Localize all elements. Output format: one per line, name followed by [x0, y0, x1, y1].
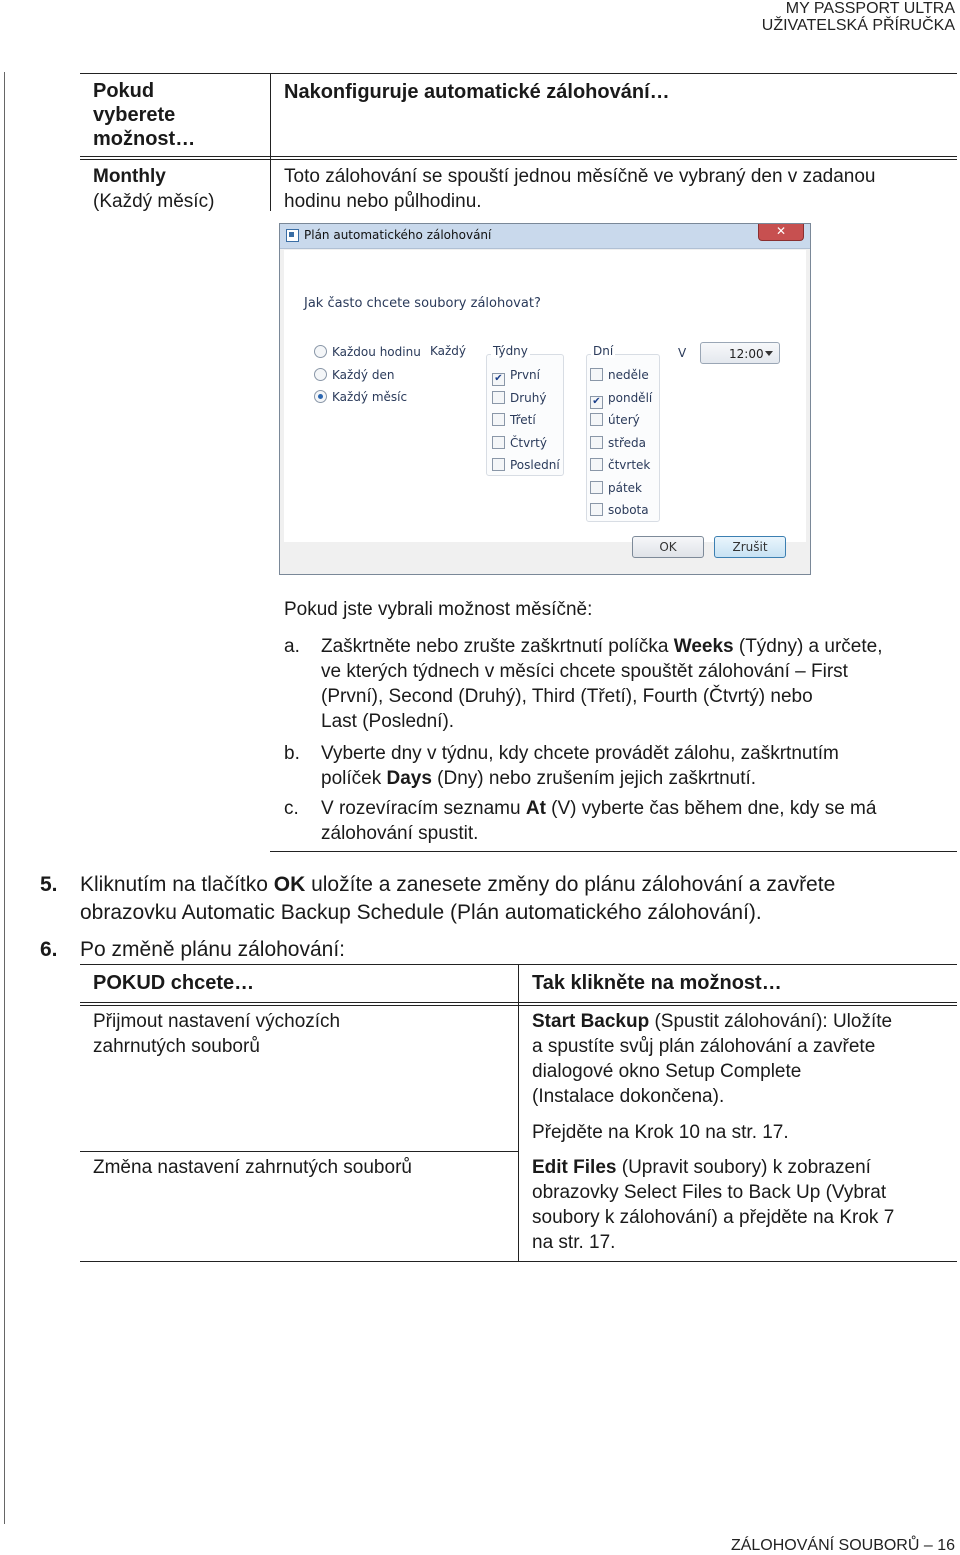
dialog-title: Plán automatického zálohování — [304, 228, 492, 242]
table2-row1-left: Přijmout nastavení výchozích zahrnutých souborů — [93, 1011, 341, 1057]
table2-row2-left: Změna nastavení zahrnutých souborů — [93, 1157, 412, 1178]
checkbox-icon — [590, 481, 603, 494]
running-header — [762, 0, 955, 34]
cancel-button[interactable]: Zrušit — [714, 536, 786, 558]
radio-icon — [314, 368, 327, 381]
step-6: 6. Po změně plánu zálohování: — [40, 938, 346, 961]
day-checkbox[interactable]: pátek — [590, 481, 642, 495]
day-checkbox[interactable]: ✔ pondělí — [590, 391, 652, 409]
days-label: Dní — [593, 344, 614, 358]
day-checkbox[interactable]: úterý — [590, 413, 640, 427]
table2-col2-header: Tak klikněte na možnost… — [532, 972, 782, 994]
table1-col2-header: Nakonfiguruje automatické zálohování… — [284, 81, 670, 103]
app-icon — [286, 229, 299, 242]
week-checkbox[interactable]: Poslední — [492, 458, 560, 472]
chevron-down-icon — [765, 351, 773, 356]
checkbox-icon — [590, 436, 603, 449]
week-checkbox[interactable]: Třetí — [492, 413, 536, 427]
table2-bottom-rule — [80, 1261, 957, 1262]
header-product: MY PASSPORT ULTRA — [785, 0, 955, 17]
weeks-label: Týdny — [493, 344, 528, 358]
checkbox-icon — [492, 413, 505, 426]
header-manual: UŽIVATELSKÁ PŘÍRUČKA — [761, 17, 955, 34]
table1-bottom-rule — [270, 851, 957, 852]
table2-row2-right: Edit Files (Upravit soubory) k zobrazení obrazovky Select Files to Back Up (Vybrat soubory k zálohování) a přejděte na Krok 7 na str. 17. — [532, 1157, 895, 1253]
table2-header-rule — [80, 1002, 957, 1003]
table1-col1-header: Pokud vyberete možnost… — [93, 80, 196, 150]
day-checkbox[interactable]: sobota — [590, 503, 649, 517]
checkbox-icon — [590, 368, 603, 381]
table2-header-rule-2 — [80, 1005, 957, 1006]
table1-top-rule — [80, 73, 957, 74]
every-label: Každý — [430, 344, 467, 358]
at-label: V — [678, 346, 687, 360]
checkbox-icon — [590, 458, 603, 471]
table1-option: Monthly (Každý měsíc) — [93, 166, 215, 212]
table1-description: Toto zálohování se spouští jednou měsíčně ve vybraný den v zadanou hodinu nebo půlhodinu. — [284, 166, 876, 212]
table2-column-divider — [518, 964, 519, 1262]
day-checkbox[interactable]: čtvrtek — [590, 458, 650, 472]
week-checkbox[interactable]: Druhý — [492, 391, 547, 405]
schedule-dialog — [279, 223, 811, 575]
table1-column-divider — [270, 73, 271, 211]
day-checkbox[interactable]: středa — [590, 436, 646, 450]
monthly-intro: Pokud jste vybrali možnost měsíčně: — [284, 599, 593, 620]
table1-header-rule — [80, 156, 957, 157]
dialog-body — [284, 250, 806, 572]
left-margin-rule — [4, 72, 5, 1524]
list-item-b: b. Vyberte dny v týdnu, kdy chcete provádět zálohu, zaškrtnutím políček Days (Dny) nebo zrušením jejich zaškrtnutí. — [284, 743, 839, 789]
list-item-c: c. V rozevíracím seznamu At (V) vyberte čas během dne, kdy se má zálohování spustit. — [284, 798, 877, 844]
week-checkbox[interactable]: ✔ První — [492, 368, 540, 386]
close-icon[interactable]: ✕ — [758, 224, 804, 241]
radio-daily[interactable]: Každý den — [314, 368, 394, 382]
checkbox-icon — [590, 413, 603, 426]
table2-row1-right: Start Backup (Spustit zálohování): Uložíte a spustíte svůj plán zálohování a zavřete dialogové okno Setup Complete (Instalace dokončena). Přejděte na Krok 10 na str. 17. — [532, 1011, 893, 1143]
radio-hourly[interactable]: Každou hodinu — [314, 345, 421, 359]
checkbox-icon — [492, 391, 505, 404]
checkbox-checked-icon: ✔ — [590, 396, 603, 409]
table2-row-rule — [80, 1151, 518, 1152]
ok-button[interactable]: OK — [632, 536, 704, 558]
step-5: 5. Kliknutím na tlačítko OK uložíte a zanesete změny do plánu zálohování a zavřete obrazovku Automatic Backup Schedule (Plán automatického zálohování). — [40, 873, 836, 924]
table1-header-rule-2 — [80, 159, 957, 160]
dialog-titlebar — [280, 224, 810, 249]
time-select[interactable]: 12:00 — [700, 342, 780, 364]
checkbox-icon — [492, 458, 505, 471]
page-footer: ZÁLOHOVÁNÍ SOUBORŮ – 16 — [730, 1537, 955, 1554]
checkbox-checked-icon: ✔ — [492, 373, 505, 386]
checkbox-icon — [492, 436, 505, 449]
frequency-question: Jak často chcete soubory zálohovat? — [304, 296, 541, 311]
radio-monthly[interactable]: Každý měsíc — [314, 390, 407, 404]
radio-icon — [314, 345, 327, 358]
list-item-a: a. Zaškrtněte nebo zrušte zaškrtnutí políčka Weeks (Týdny) a určete, ve kterých týdnech v měsíci chcete spouštět zálohování – First (První), Second (Druhý), Third (Třetí), Fourth (Čtvrtý) nebo Last (Poslední). — [284, 636, 883, 732]
table2-col1-header: POKUD chcete… — [93, 972, 255, 994]
week-checkbox[interactable]: Čtvrtý — [492, 436, 547, 450]
day-checkbox[interactable]: neděle — [590, 368, 649, 382]
radio-selected-icon — [314, 390, 327, 403]
checkbox-icon — [590, 503, 603, 516]
